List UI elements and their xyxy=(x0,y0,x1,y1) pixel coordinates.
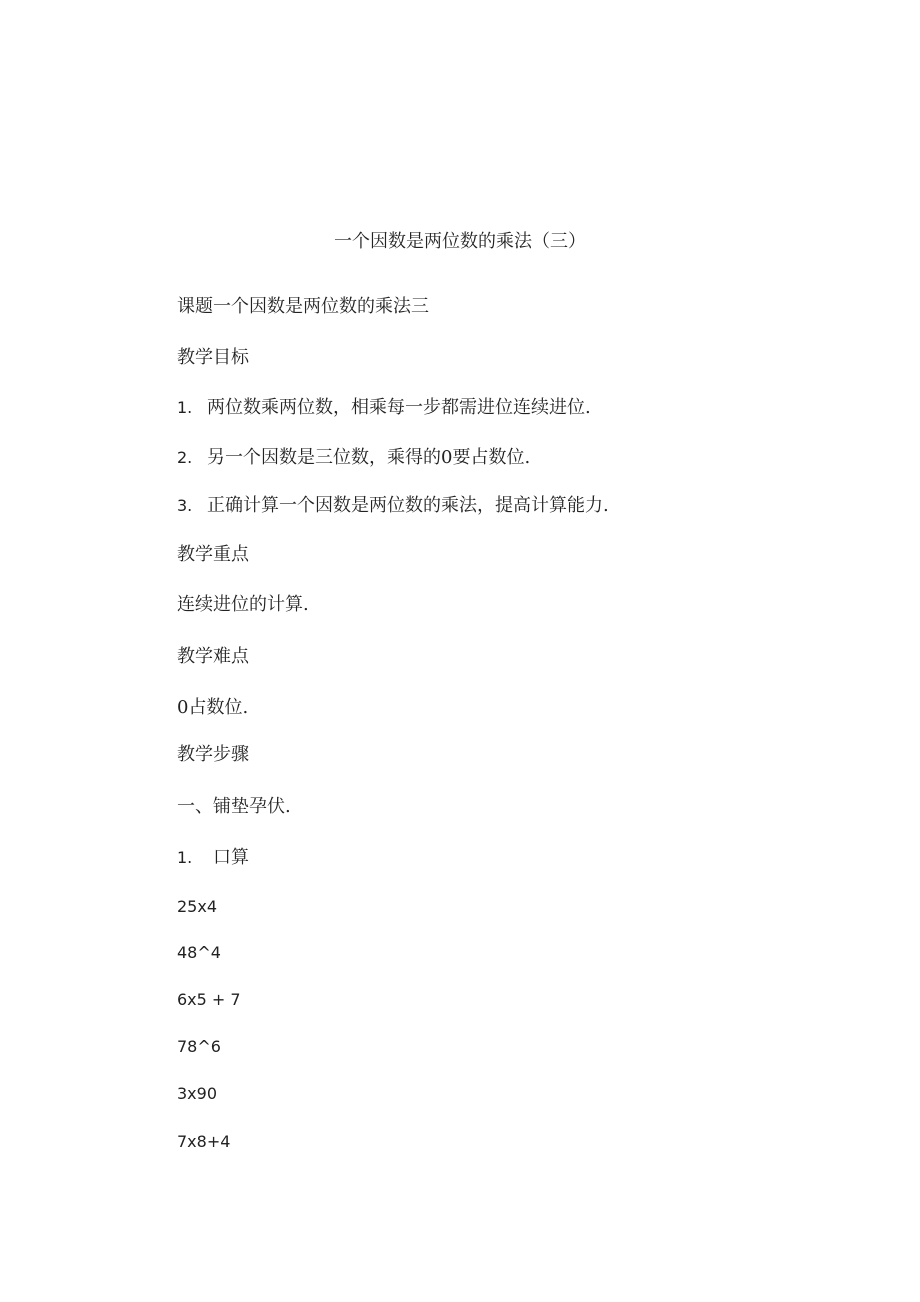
key-text: 连续进位的计算. xyxy=(177,594,309,615)
difficulty-text: 0占数位. xyxy=(177,697,249,718)
goal-item-1 xyxy=(177,396,591,420)
section-one-heading: 一、铺垫孕伏. xyxy=(177,796,291,817)
steps-heading: 教学步骤 xyxy=(177,744,249,765)
key-heading: 教学重点 xyxy=(177,544,249,565)
oral-text: 口算 xyxy=(213,847,249,868)
oral-item xyxy=(177,846,249,870)
goal-number: 2. xyxy=(177,448,193,467)
exercise-item: 48^4 xyxy=(177,943,221,962)
oral-number: 1. xyxy=(177,848,193,867)
exercise-item: 7x8+4 xyxy=(177,1132,231,1151)
goal-item-3 xyxy=(177,494,609,518)
goal-number: 1. xyxy=(177,398,193,417)
difficulty-heading: 教学难点 xyxy=(177,646,249,667)
goals-heading: 教学目标 xyxy=(177,347,249,368)
exercise-item: 3x90 xyxy=(177,1084,218,1103)
goal-text: 两位数乘两位数，相乘每一步都需进位连续进位. xyxy=(207,397,591,418)
goal-item-2 xyxy=(177,446,530,470)
goal-text: 正确计算一个因数是两位数的乘法，提高计算能力. xyxy=(207,495,609,516)
exercise-item: 6x5 + 7 xyxy=(177,990,241,1009)
exercise-item: 78^6 xyxy=(177,1037,221,1056)
document-title: 一个因数是两位数的乘法（三） xyxy=(334,231,586,252)
goal-text: 另一个因数是三位数，乘得的0要占数位. xyxy=(207,447,531,468)
topic-line: 课题一个因数是两位数的乘法三 xyxy=(177,296,429,317)
exercise-item: 25x4 xyxy=(177,897,218,916)
goal-number: 3. xyxy=(177,496,193,515)
